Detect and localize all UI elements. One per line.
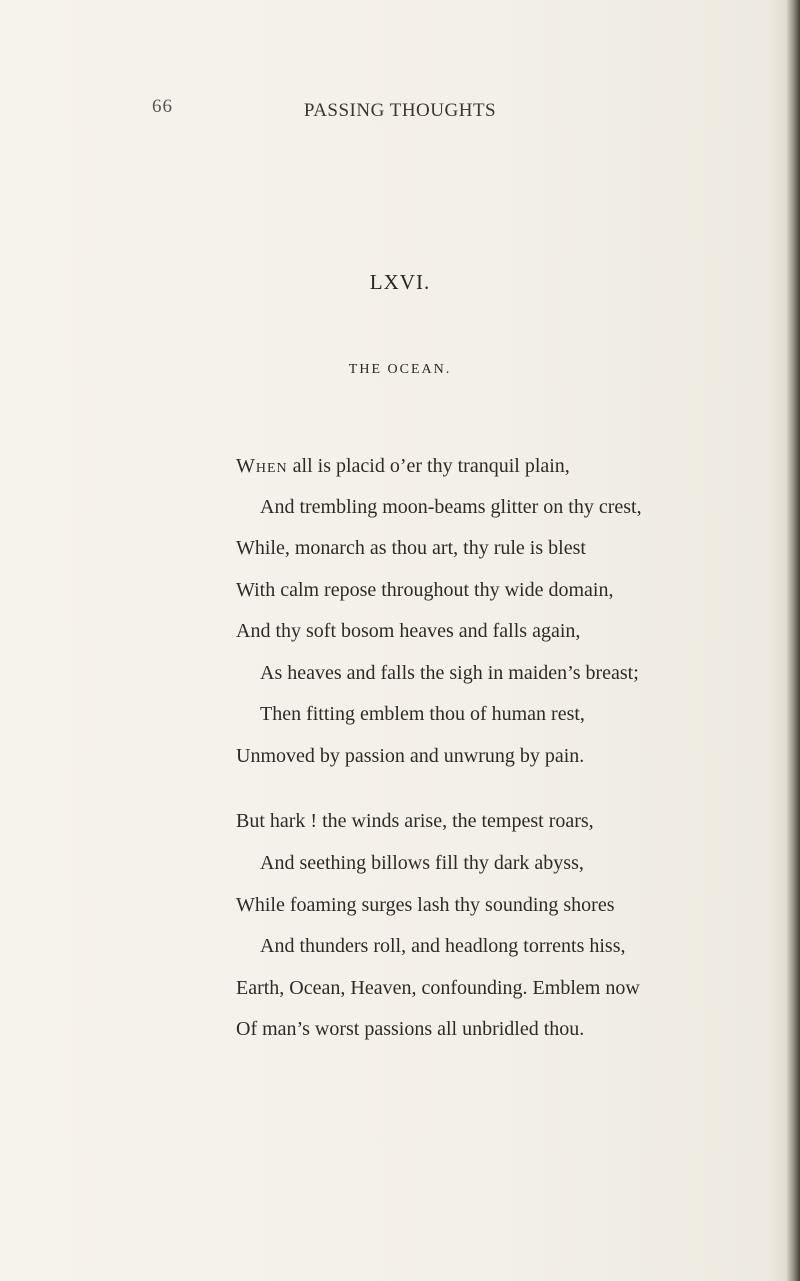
poem-line-1: [236, 455, 570, 478]
poem-line-6: As heaves and falls the sigh in maiden’s breast;: [260, 662, 639, 684]
poem-title: THE OCEAN.: [348, 362, 452, 377]
poem-line-7: Then fitting emblem thou of human rest,: [260, 703, 585, 725]
poem-line-10: And seething billows fill thy dark abyss,: [260, 852, 584, 874]
page-edge-shadow: [786, 0, 800, 1281]
poem-line-11: While foaming surges lash thy sounding shores: [236, 894, 615, 916]
page-number: 66: [152, 96, 173, 117]
poem-line-5: And thy soft bosom heaves and falls again,: [236, 620, 581, 642]
poem-line-13: Earth, Ocean, Heaven, confounding. Emblem now: [236, 977, 640, 999]
poem-line-3: While, monarch as thou art, thy rule is blest: [236, 537, 586, 559]
poem-line-9: But hark ! the winds arise, the tempest roars,: [236, 810, 594, 832]
first-word: When: [236, 455, 288, 477]
poem-line-2: And trembling moon-beams glitter on thy crest,: [260, 496, 642, 518]
poem-line-8: Unmoved by passion and unwrung by pain.: [236, 745, 585, 767]
poem-number: LXVI.: [369, 270, 431, 294]
poem-line-14: Of man’s worst passions all unbridled thou.: [236, 1018, 585, 1040]
running-title: PASSING THOUGHTS: [303, 100, 497, 121]
poem-line-1-text: all is placid o’er thy tranquil plain,: [287, 455, 570, 477]
poem-line-12: And thunders roll, and headlong torrents hiss,: [260, 935, 626, 957]
poem-line-4: With calm repose throughout thy wide domain,: [236, 579, 614, 601]
